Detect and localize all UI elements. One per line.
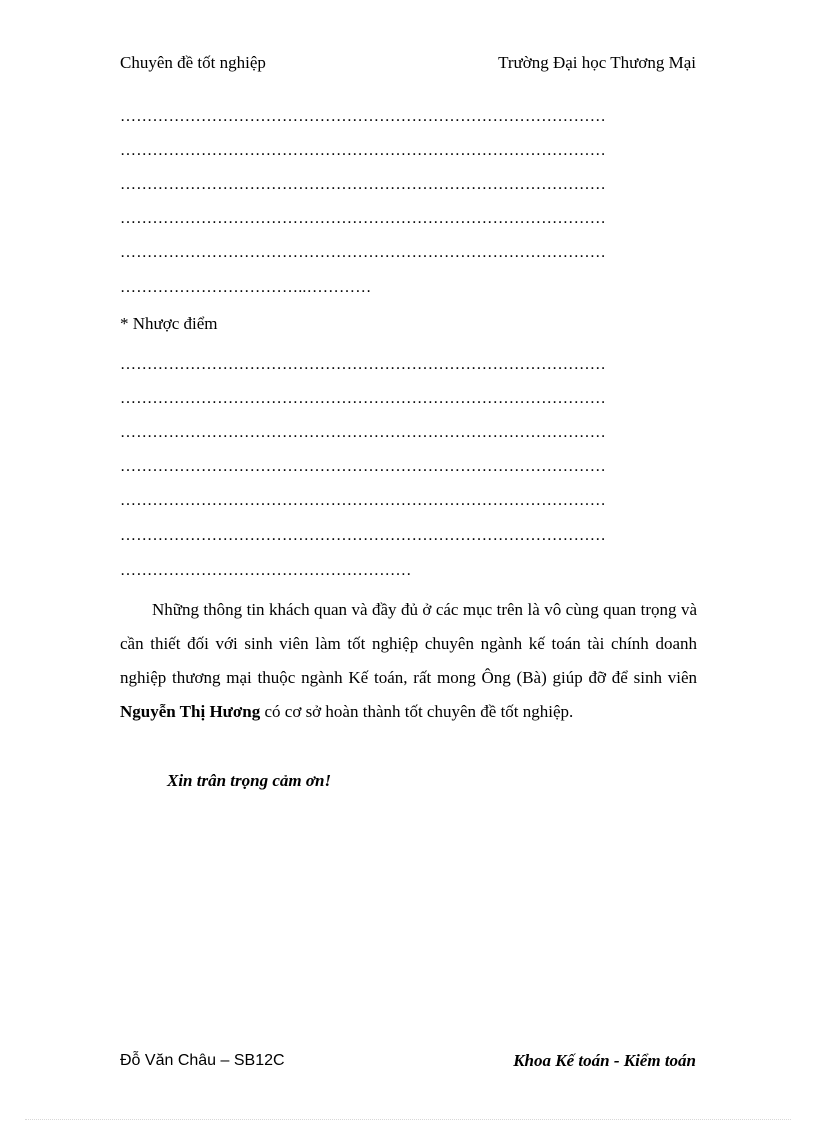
dotted-line: ……………………………………………………………………………… xyxy=(120,244,606,261)
dotted-line: ……………………………………………………………………………… xyxy=(120,424,606,441)
dotted-line: ……………………………………………………………………………… xyxy=(120,142,606,159)
dotted-line: ……………………………………………………………………………… xyxy=(120,210,606,227)
dotted-line: ……………………………………………………………………………… xyxy=(120,390,606,407)
page-border xyxy=(25,1119,791,1120)
closing-line: Xin trân trọng cảm ơn! xyxy=(167,771,332,790)
paragraph-text-end: có cơ sở hoàn thành tốt chuyên đề tốt nghiệp. xyxy=(260,702,574,721)
student-name: Nguyễn Thị Hương xyxy=(120,702,261,721)
weakness-heading: * Nhược điểm xyxy=(120,314,218,333)
body-paragraph xyxy=(120,593,697,729)
footer-right: Khoa Kế toán - Kiểm toán xyxy=(513,1051,696,1070)
dotted-line: ……………………………..………… xyxy=(120,279,372,296)
dotted-line: ……………………………………………………………………………… xyxy=(120,108,606,125)
dotted-line: ……………………………………………………………………………… xyxy=(120,458,606,475)
footer-left: Đỗ Văn Châu – SB12C xyxy=(120,1052,285,1069)
dotted-line: ……………………………………………………………………………… xyxy=(120,527,606,544)
dotted-line: ……………………………………………………………………………… xyxy=(120,492,606,509)
paragraph-text: Những thông tin khách quan và đầy đủ ở các mục trên là vô cùng quan trọng và cần thiết đối với sinh viên làm tốt nghiệp chuyên ngành kế toán tài chính doanh nghiệp thương mại thuộc ngành Kế toán, rất mong Ông (Bà) giúp đỡ để sinh viên xyxy=(120,600,697,687)
dotted-line: ……………………………………………… xyxy=(120,562,412,579)
header-left: Chuyên đề tốt nghiệp xyxy=(120,53,266,72)
header-right: Trường Đại học Thương Mại xyxy=(498,53,696,72)
dotted-line: ……………………………………………………………………………… xyxy=(120,356,606,373)
dotted-line: ……………………………………………………………………………… xyxy=(120,176,606,193)
